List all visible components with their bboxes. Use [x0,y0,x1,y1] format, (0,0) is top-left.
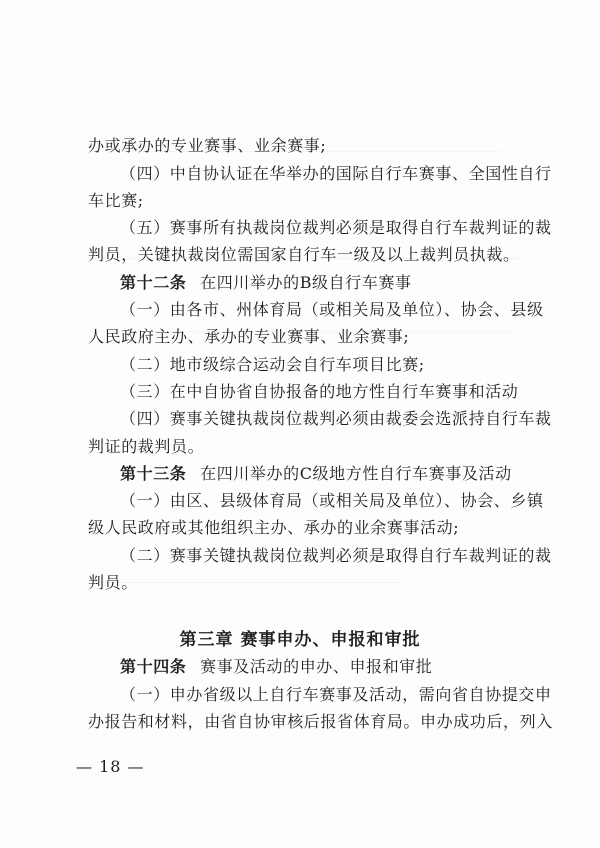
chapter-heading: 第三章 赛事申办、申报和审批 [179,630,421,650]
line-text: （一）申办省级以上自行车赛事及活动，需向省自协提交申 [120,685,552,704]
article-heading-line [0,464,600,484]
body-line [0,382,600,402]
body-line [0,164,600,184]
article-heading-line [0,273,600,293]
line-text: （二）地市级综合运动会自行车项目比赛; [120,355,425,374]
body-line [0,437,600,457]
body-line [0,409,600,429]
body-line [0,355,600,375]
line-text: 办或承办的专业赛事、业余赛事; [88,136,327,155]
line-text: 判员。 [88,573,138,592]
body-line [0,245,600,265]
line-text: （一）由区、县级体育局（或相关局及单位）、协会、乡镇 [120,491,544,510]
line-text: （一）由各市、州体育局（或相关局及单位）、协会、县级 [120,300,544,319]
line-text: 赛事及活动的申办、申报和审批 [200,657,433,676]
line-text: 在四川举办的C级地方性自行车赛事及活动 [200,464,512,483]
article-label: 第十三条 [120,464,187,483]
body-line [0,518,600,538]
page-number: — 18 — [76,757,145,776]
body-line [0,685,600,705]
article-heading-line [0,657,600,677]
body-line [0,546,600,566]
line-text: 判证的裁判员。 [88,437,205,456]
line-text: （四）中自协认证在华举办的国际自行车赛事、全国性自行 [120,164,552,183]
body-line [0,573,600,593]
body-line [0,136,600,156]
article-label: 第十二条 [120,273,187,292]
line-text: 人民政府主办、承办的专业赛事、业余赛事; [88,327,410,346]
body-line [0,327,600,347]
body-line [0,491,600,511]
line-text: 级人民政府或其他组织主办、承办的业余赛事活动; [88,518,460,537]
line-text: （三）在中自协省自协报备的地方性自行车赛事和活动 [120,382,519,401]
body-line [0,712,600,732]
line-text: 车比赛; [88,191,144,210]
line-text: 判员，关键执裁岗位需国家自行车一级及以上裁判员执裁。 [88,245,520,264]
line-text: （五）赛事所有执裁岗位裁判必须是取得自行车裁判证的裁 [120,218,552,237]
line-text: 在四川举办的B级自行车赛事 [200,273,412,292]
article-label: 第十四条 [120,657,187,676]
line-text: 办报告和材料，由省自协审核后报省体育局。申办成功后，列入 [88,712,553,731]
body-line [0,218,600,238]
line-text: （二）赛事关键执裁岗位裁判必须是取得自行车裁判证的裁 [120,546,552,565]
body-line [0,300,600,320]
body-line [0,191,600,211]
line-text: （四）赛事关键执裁岗位裁判必须由裁委会选派持自行车裁 [120,409,552,428]
